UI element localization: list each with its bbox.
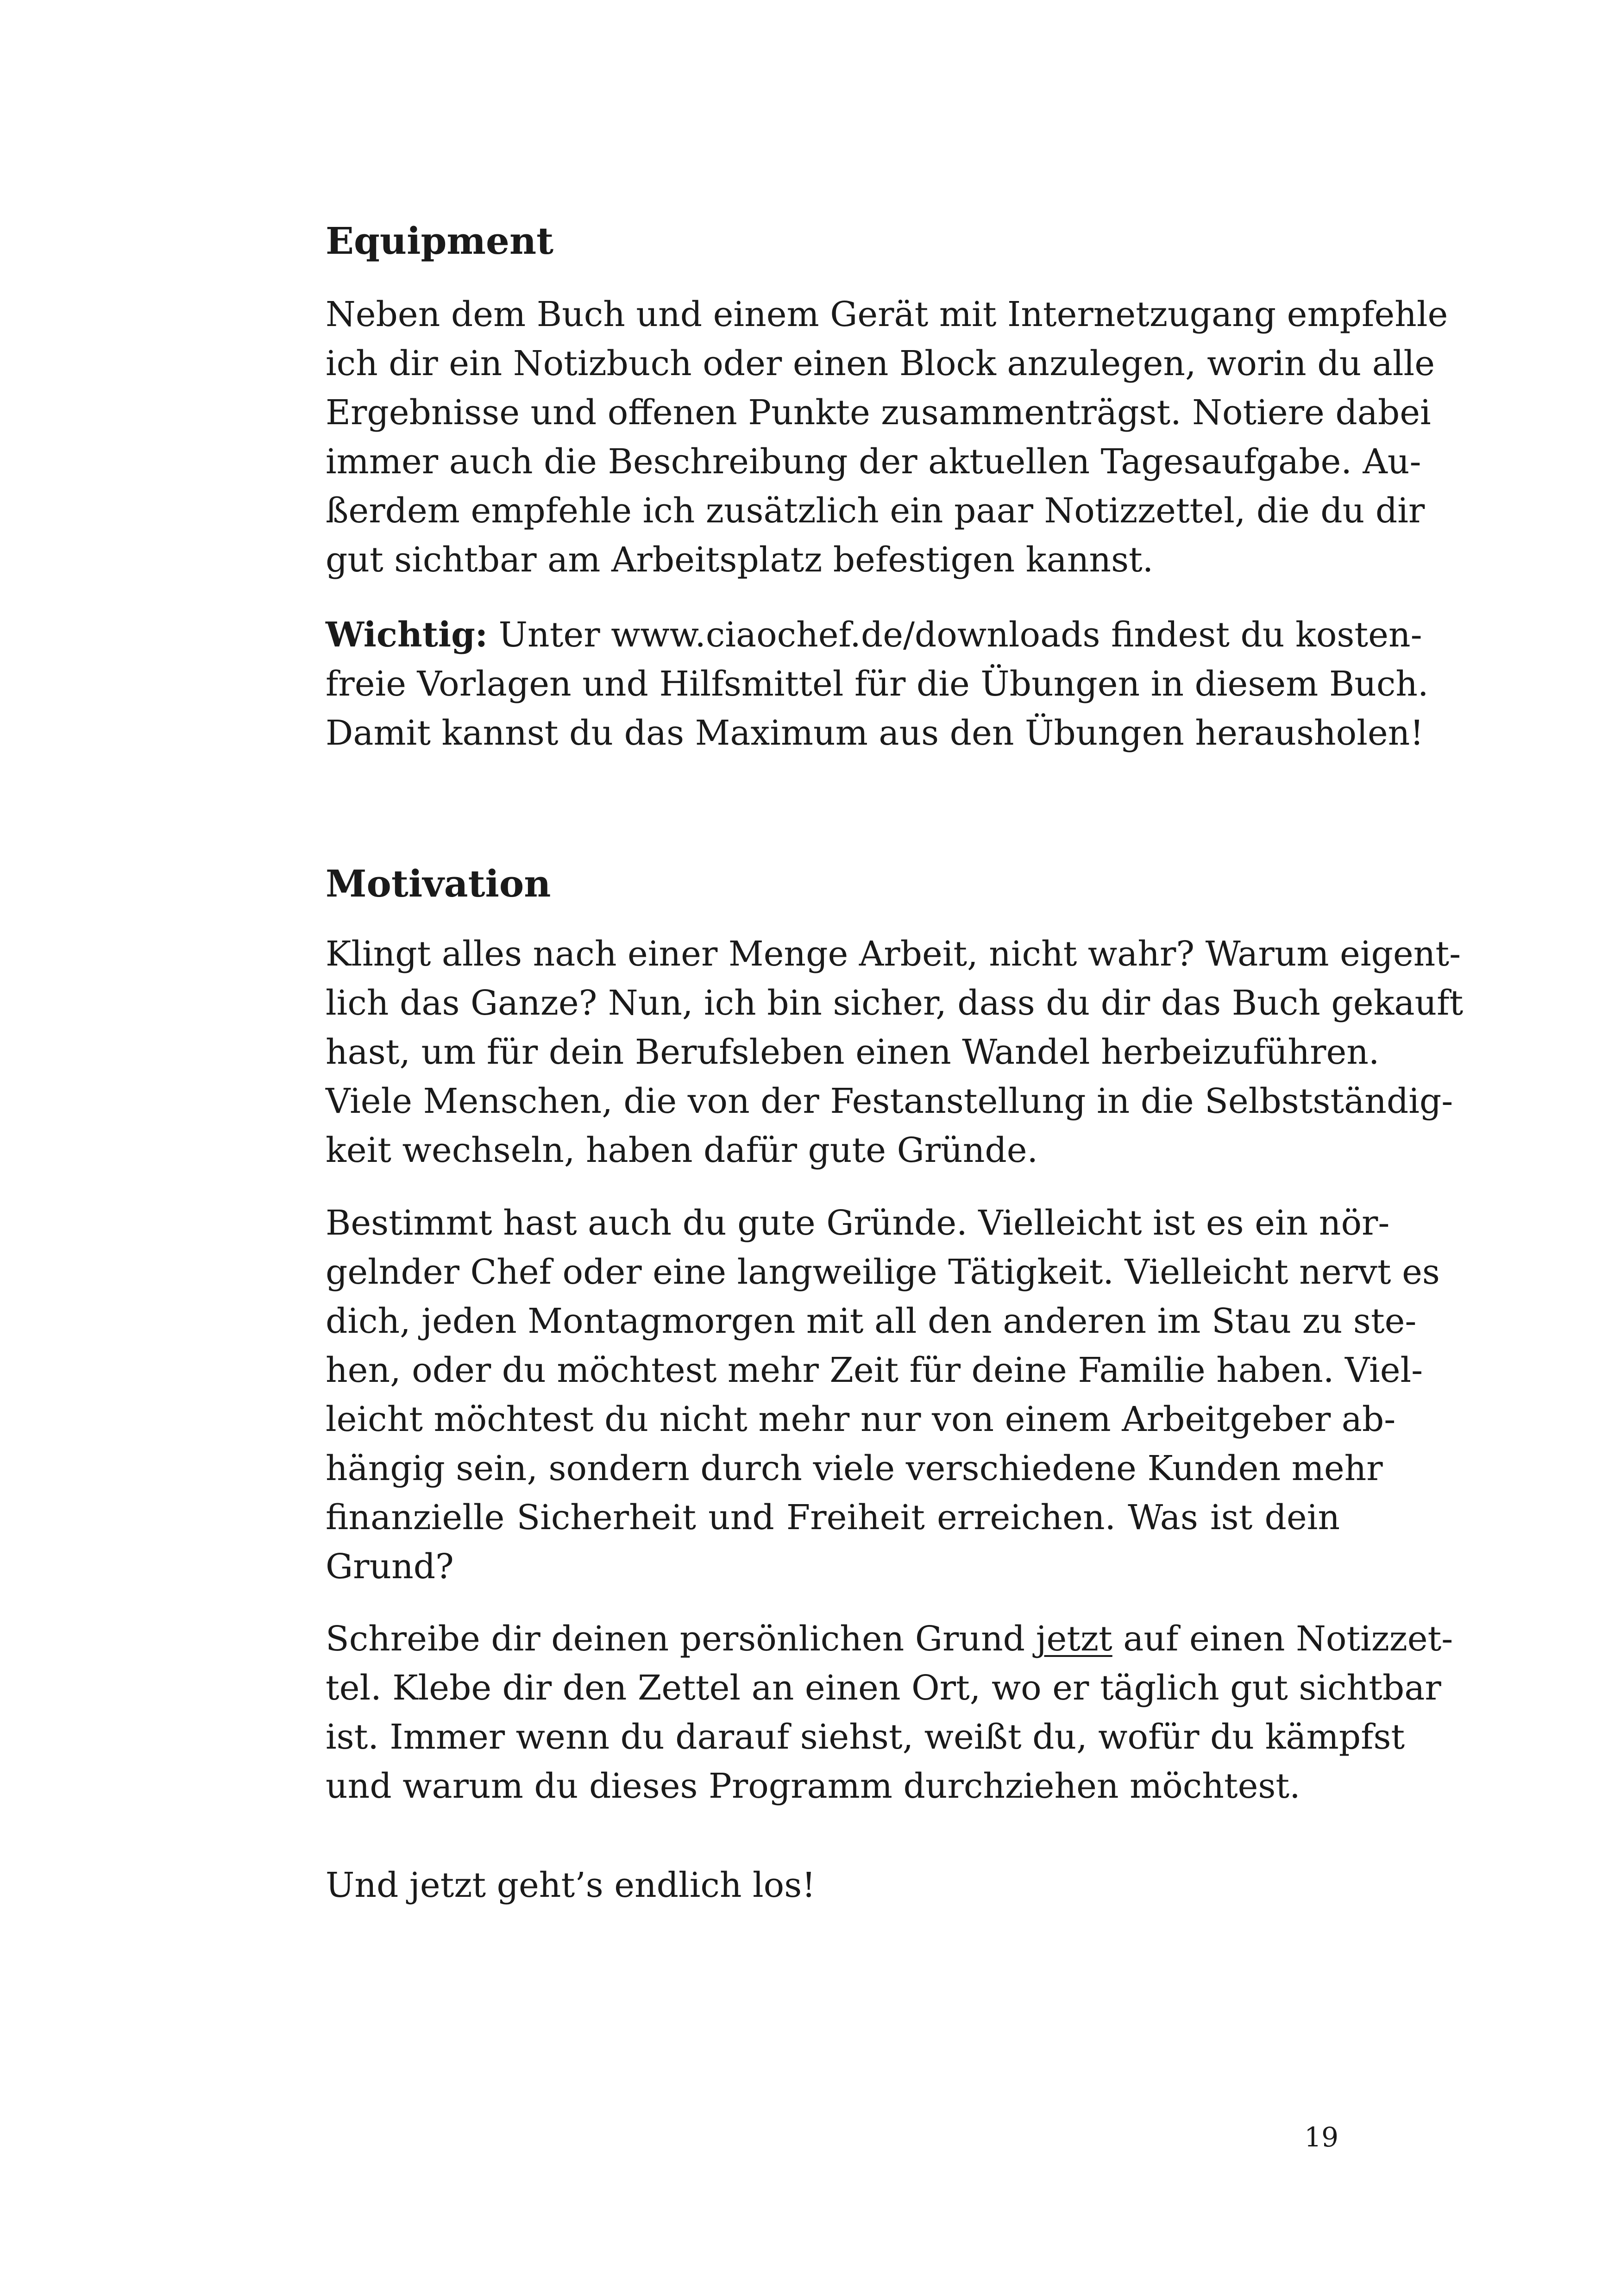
download-note: Unter www.ciaochef.de/downloads findest du kosten- <box>488 615 1422 655</box>
text-line: ist. Immer wenn du darauf siehst, weißt du, wofür du kämpfst <box>326 1717 1405 1757</box>
text-line: gelnder Chef oder eine langweilige Tätigkeit. Vielleicht nervt es <box>326 1252 1440 1292</box>
text-line: hen, oder du möchtest mehr Zeit für deine Familie haben. Viel- <box>326 1350 1423 1390</box>
text-line <box>326 610 1422 659</box>
text-segment: Schreibe dir deinen persönlichen Grund <box>326 1619 1036 1659</box>
text-line: lich das Ganze? Nun, ich bin sicher, dass du dir das Buch gekauft <box>326 983 1464 1023</box>
text-line: ich dir ein Notizbuch oder einen Block anzulegen, worin du alle <box>326 344 1435 383</box>
text-line: Ergebnisse und offenen Punkte zusammenträgst. Notiere dabei <box>326 393 1431 433</box>
motivation-paragraph-4 <box>326 1861 1340 1910</box>
text-line: dich, jeden Montagmorgen mit all den anderen im Stau zu ste- <box>326 1301 1417 1341</box>
page-number: 19 <box>1304 2121 1338 2153</box>
text-segment: auf einen Notizzet- <box>1112 1619 1453 1659</box>
equipment-paragraph-2 <box>326 610 1429 758</box>
important-label: Wichtig: <box>326 615 488 655</box>
text-line: und warum du dieses Programm durchziehen möchtest. <box>326 1766 1301 1806</box>
text-line: Neben dem Buch und einem Gerät mit Internetzugang empfehle <box>326 295 1448 334</box>
section-equipment <box>326 218 1340 264</box>
motivation-paragraph-3 <box>326 1614 1453 1811</box>
emphasized-word: jetzt <box>1036 1619 1112 1659</box>
text-line: leicht möchtest du nicht mehr nur von einem Arbeitgeber ab- <box>326 1399 1396 1439</box>
text-line: Bestimmt hast auch du gute Gründe. Vielleicht ist es ein nör- <box>326 1203 1390 1243</box>
text-line: immer auch die Beschreibung der aktuellen Tagesaufgabe. Au- <box>326 442 1421 482</box>
text-line <box>326 1614 1453 1663</box>
heading-motivation: Motivation <box>326 862 551 905</box>
text-line: hängig sein, sondern durch viele verschiedene Kunden mehr <box>326 1449 1383 1488</box>
equipment-paragraph-1 <box>326 290 1448 584</box>
text-line: freie Vorlagen und Hilfsmittel für die Übungen in diesem Buch. <box>326 664 1429 704</box>
text-line: Viele Menschen, die von der Festanstellung in die Selbstständig- <box>326 1081 1453 1121</box>
motivation-paragraph-1 <box>326 929 1464 1175</box>
text-line: Klingt alles nach einer Menge Arbeit, nicht wahr? Warum eigent- <box>326 934 1461 974</box>
text-line: Grund? <box>326 1547 454 1587</box>
text-line: finanzielle Sicherheit und Freiheit erreichen. Was ist dein <box>326 1498 1340 1537</box>
motivation-paragraph-2 <box>326 1198 1440 1591</box>
section-motivation <box>326 860 1340 907</box>
text-line: gut sichtbar am Arbeitsplatz befestigen kannst. <box>326 540 1154 580</box>
text-line: hast, um für dein Berufsleben einen Wandel herbeizuführen. <box>326 1032 1380 1072</box>
text-line: tel. Klebe dir den Zettel an einen Ort, wo er täglich gut sichtbar <box>326 1668 1441 1708</box>
text-line: ßerdem empfehle ich zusätzlich ein paar Notizzettel, die du dir <box>326 491 1425 531</box>
text-line: Und jetzt geht’s endlich los! <box>326 1865 816 1905</box>
heading-equipment: Equipment <box>326 219 554 263</box>
text-line: Damit kannst du das Maximum aus den Übungen herausholen! <box>326 713 1424 753</box>
text-line: keit wechseln, haben dafür gute Gründe. <box>326 1130 1038 1170</box>
